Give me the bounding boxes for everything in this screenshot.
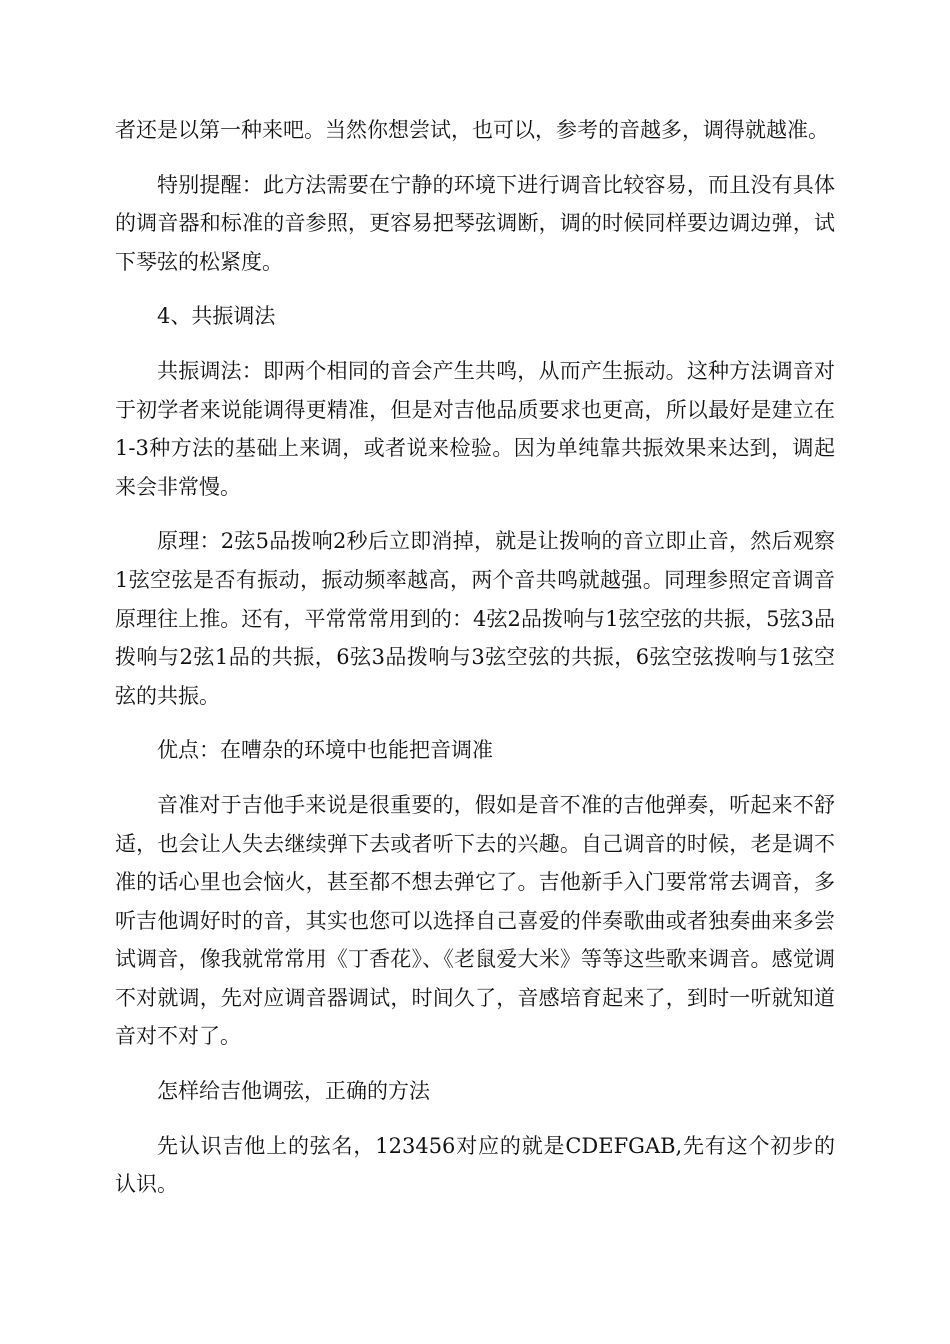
- paragraph-tuning-conclusion: 者还是以第一种来吧。当然你想尝试，也可以，参考的音越多，调得就越准。: [115, 118, 829, 142]
- document-page: [115, 111, 835, 1220]
- paragraph-intonation-importance: 音准对于吉他手来说是很重要的，假如是音不准的吉他弹奏，听起来不舒适，也会让人失去继续弹下去或者听下去的兴趣。自己调音的时候，老是调不准的话心里也会恼火，甚至都不想去弹它了。吉他新手入门要常常去调音，多听吉他调好时的音，其实也您可以选择自己喜爱的伴奏歌曲或者独奏曲来多尝试调音，像我就常常用《丁香花》、《老鼠爱大米》等等这些歌来调音。感觉调不对就调，先对应调音器调试，时间久了，音感培育起来了，到时一听就知道音对不对了。: [115, 792, 835, 1049]
- paragraph-advantage: 优点：在嘈杂的环境中也能把音调准: [157, 738, 493, 763]
- paragraph-string-names: 先认识吉他上的弦名，123456对应的就是CDEFGAB,先有这个初步的认识。: [115, 1133, 835, 1197]
- section-heading-correct-method: 怎样给吉他调弦，正确的方法: [157, 1079, 430, 1104]
- paragraph-special-reminder: 特别提醒：此方法需要在宁静的环境下进行调音比较容易，而且没有具体的调音器和标准的音参照，更容易把琴弦调断，调的时候同样要边调边弹，试下琴弦的松紧度。: [115, 172, 835, 274]
- paragraph-principle: 原理：2弦5品拨响2秒后立即消掉，就是让拨响的音立即止音，然后观察1弦空弦是否有振动，振动频率越高，两个音共鸣就越强。同理参照定音调音原理往上推。还有，平常常常用到的：4弦2品拨响与1弦空弦的共振，5弦3品拨响与2弦1品的共振，6弦3品拨响与3弦空弦的共振，6弦空弦拨响与1弦空弦的共振。: [115, 529, 835, 708]
- paragraph-resonance-definition: 共振调法：即两个相同的音会产生共鸣，从而产生振动。这种方法调音对于初学者来说能调得更精准，但是对吉他品质要求也更高，所以最好是建立在1-3种方法的基础上来调，或者说来检验。因为单纯靠共振效果来达到，调起来会非常慢。: [115, 358, 835, 499]
- section-heading-resonance-method: 4、共振调法: [157, 304, 276, 329]
